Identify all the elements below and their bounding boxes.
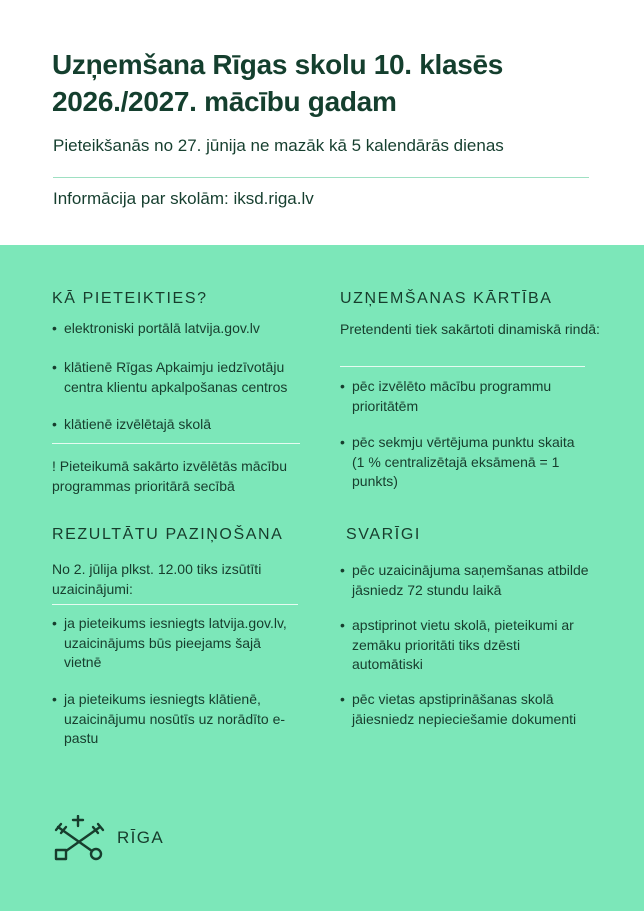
riga-crossed-keys-icon — [52, 815, 110, 861]
results-intro: No 2. jūlija plkst. 12.00 tiks izsūtīti uzaicinājumi: — [52, 561, 262, 597]
apply-section-title: KĀ PIETEIKTIES? — [52, 290, 208, 307]
order-item-1: • pēc izvēlēto mācību programmu prioritātēm — [340, 377, 580, 416]
title-line-2: 2026./2027. mācību gadam — [52, 86, 397, 117]
info-link-text: Informācija par skolām: iksd.riga.lv — [53, 189, 314, 208]
apply-item-2: • klātienē Rīgas Apkaimju iedzīvotāju centra klientu apkalpošanas centros — [52, 358, 322, 397]
order-divider — [340, 366, 585, 367]
header — [0, 0, 644, 245]
header-divider — [53, 177, 589, 178]
results-item-1: • ja pieteikums iesniegts latvija.gov.lv, uzaicinājums būs pieejams šajā vietnē — [52, 614, 302, 673]
important-item-3: • pēc vietas apstiprināšanas skolā jāiesniedz nepieciešamie dokumenti — [340, 690, 590, 729]
apply-note: ! Pieteikumā sakārto izvēlētās mācību programmas prioritārā secībā — [52, 458, 287, 494]
important-section-title: SVARĪGI — [346, 526, 421, 543]
results-item-2: • ja pieteikums iesniegts klātienē, uzaicinājumu nosūtīs uz norādīto e-pastu — [52, 690, 302, 749]
page-title — [52, 46, 612, 120]
riga-logo-text: RĪGA — [117, 828, 165, 847]
title-line-1: Uzņemšana Rīgas skolu 10. klasēs — [52, 49, 504, 80]
subtitle: Pieteikšanās no 27. jūnija ne mazāk kā 5 kalendārās dienas — [53, 136, 504, 155]
results-divider — [52, 604, 298, 605]
apply-divider — [52, 443, 300, 444]
order-section-title: UZŅEMŠANAS KĀRTĪBA — [340, 290, 553, 307]
order-item-2: • pēc sekmju vērtējuma punktu skaita (1 % centralizētajā eksāmenā = 1 punkts) — [340, 433, 580, 492]
important-item-2: • apstiprinot vietu skolā, pieteikumi ar zemāku prioritāti tiks dzēsti automātiski — [340, 616, 590, 675]
apply-item-3: • klātienē izvēlētajā skolā — [52, 415, 312, 435]
important-item-1: • pēc uzaicinājuma saņemšanas atbilde jāsniedz 72 stundu laikā — [340, 561, 590, 600]
order-intro: Pretendenti tiek sakārtoti dinamiskā rindā: — [340, 321, 600, 337]
results-section-title: REZULTĀTU PAZIŅOŠANA — [52, 526, 284, 543]
apply-item-1: • elektroniski portālā latvija.gov.lv — [52, 319, 312, 339]
